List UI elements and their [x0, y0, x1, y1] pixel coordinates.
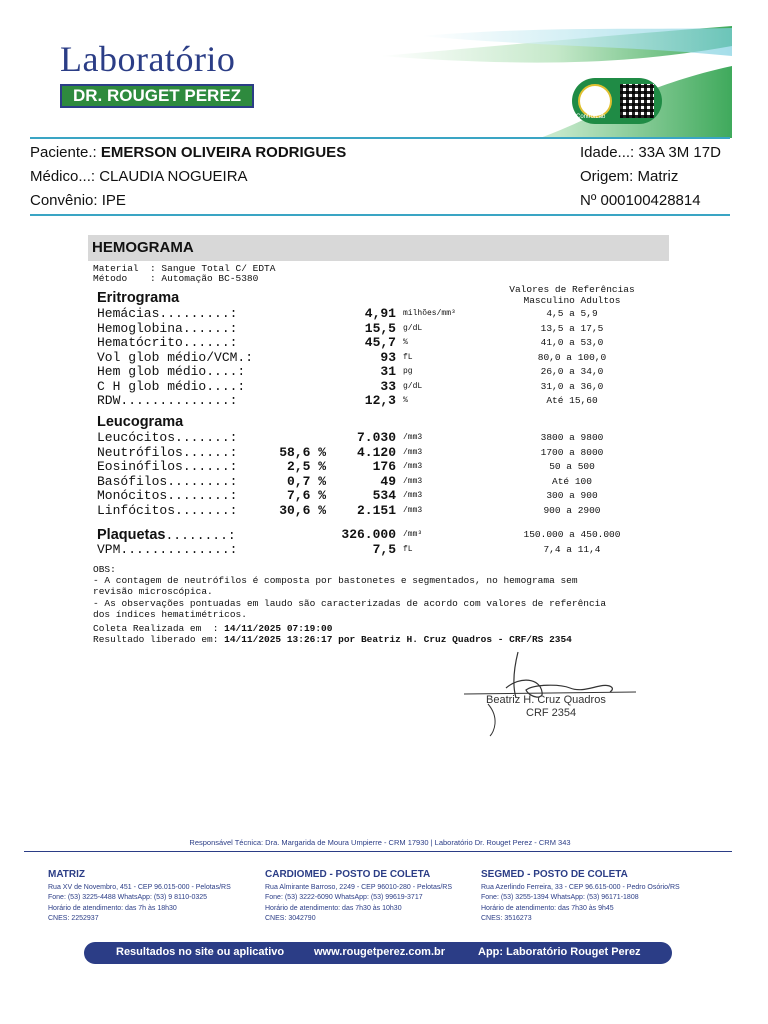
result-label: Basófilos........:: [97, 473, 238, 489]
result-value: 7.030: [356, 430, 396, 445]
exam-material: Material : Sangue Total C/ EDTA: [93, 263, 276, 274]
footer-banner: [84, 942, 672, 964]
result-unit: %: [403, 338, 408, 347]
seal-label: ControlLab: [576, 114, 606, 120]
result-value: 4,91: [364, 306, 396, 321]
result-value: 33: [380, 378, 396, 394]
footer-col-line: Fone: (53) 3225-4488 WhatsApp: (53) 9 8110-0325: [48, 894, 208, 902]
reference-range: 3800 a 9800: [540, 432, 604, 443]
result-label: Leucócitos.......:: [97, 430, 238, 445]
obs-line: OBS:: [93, 564, 116, 575]
footer-col-line: Horário de atendimento: das 7h30 às 10h30: [265, 904, 402, 912]
reference-range: 41,0 a 53,0: [540, 337, 604, 348]
result-label: Monócitos........:: [97, 488, 238, 504]
result-value: 534: [372, 488, 396, 504]
collection-date: [93, 623, 332, 634]
obs-line: dos índices hematimétricos.: [93, 609, 247, 620]
footer-divider: [24, 851, 732, 852]
result-label: Eosinófilos......:: [97, 459, 238, 475]
footer-col-cardiomed: [265, 870, 475, 925]
banner-results-text: Resultados no site ou aplicativo: [116, 946, 285, 958]
footer-col-line: Rua Azerlindo Ferreira, 33 - CEP 96.615-000 - Pedro Osório/RS: [481, 883, 680, 891]
seal-emblem-icon: [578, 84, 612, 118]
vpm-label: VPM..............:: [97, 542, 238, 557]
patient-divider: [30, 214, 730, 216]
result-label: Vol glob médio/VCM.:: [97, 349, 254, 365]
reference-range: 4,5 a 5,9: [546, 308, 598, 319]
result-value: 2.151: [356, 503, 396, 518]
result-unit: /mm3: [403, 462, 423, 472]
vpm-unit: fL: [403, 545, 413, 554]
exam-method: Método : Automação BC-5380: [93, 273, 259, 284]
result-value: 15,5: [364, 320, 396, 336]
result-value: 93: [380, 349, 396, 365]
result-label: Linfócitos.......:: [97, 503, 238, 518]
result-unit: /mm3: [403, 506, 423, 515]
plaquetas-value: 326.000: [341, 527, 396, 542]
signature-crf: CRF 2354: [526, 707, 577, 719]
plaquetas-unit: /mm³: [403, 530, 423, 539]
release-info: [93, 634, 572, 645]
result-percent: 30,6 %: [279, 503, 326, 518]
footer-col-line: CNES: 3516273: [481, 915, 532, 923]
footer-col-line: Horário de atendimento: das 7h30 às 9h45: [481, 904, 614, 912]
result-unit: /mm3: [403, 476, 423, 486]
controllab-seal: [572, 78, 662, 124]
release-label: Resultado liberado em:: [93, 634, 225, 645]
doctor: Médico...: CLAUDIA NOGUEIRA: [30, 168, 248, 185]
plaquetas-ref: 150.000 a 450.000: [523, 529, 621, 540]
result-value: 4.120: [356, 444, 396, 460]
eritrograma-title: Eritrograma: [97, 290, 180, 306]
result-unit: fL: [403, 352, 413, 362]
banner-app-text: App: Laboratório Rouget Perez: [478, 946, 641, 958]
collection-value: 14/11/2025 07:19:00: [224, 623, 333, 634]
footer-col-title: MATRIZ: [48, 869, 86, 880]
release-value: 14/11/2025 13:26:17 por Beatriz H. Cruz Quadros - CRF/RS 2354: [224, 634, 572, 645]
result-label: Hemoglobina......:: [97, 320, 238, 336]
result-percent: 2,5 %: [286, 459, 326, 475]
result-value: 31: [380, 364, 396, 379]
footer-col-line: Fone: (53) 3255-1394 WhatsApp: (53) 96171-1808: [481, 894, 639, 902]
obs-line: - A contagem de neutrófilos é composta por bastonetes e segmentados, no hemograma sem: [93, 575, 578, 586]
vpm-ref: 7,4 a 11,4: [543, 544, 601, 555]
header-divider: [30, 137, 730, 139]
reference-range: 31,0 a 36,0: [540, 380, 604, 392]
footer-col-line: Rua Almirante Barroso, 2249 - CEP 96010-280 - Pelotas/RS: [265, 883, 453, 891]
footer-col-line: CNES: 2252937: [48, 915, 99, 923]
reference-range: Até 15,60: [546, 395, 598, 406]
order-number: Nº 000100428814: [580, 192, 701, 209]
logo-name-box: DR. ROUGET PEREZ: [60, 84, 254, 108]
signature-name: Beatriz H. Cruz Quadros: [486, 694, 606, 706]
vpm-value: 7,5: [372, 542, 396, 557]
reference-range: 300 a 900: [546, 490, 598, 502]
patient-line: [30, 144, 346, 161]
result-percent: 58,6 %: [279, 444, 326, 460]
result-value: 45,7: [364, 335, 396, 350]
result-unit: milhões/mm³: [403, 309, 456, 318]
origin: Origem: Matriz: [580, 168, 679, 185]
exam-title: HEMOGRAMA: [92, 239, 194, 256]
responsible-technician: Responsável Técnica: Dra. Margarida de Moura Umpierre - CRM 17930 | Laboratório Dr. Rouget Perez - CRM 343: [189, 838, 571, 847]
patient-age: Idade...: 33A 3M 17D: [580, 144, 721, 161]
result-label: RDW..............:: [97, 393, 238, 408]
qr-code-icon: [620, 84, 654, 118]
leucograma-title: Leucograma: [97, 414, 184, 430]
plaquetas-label: Plaquetas: [97, 527, 166, 543]
footer-col-matriz: [48, 870, 258, 925]
insurance: Convênio: IPE: [30, 192, 126, 209]
reference-range: 80,0 a 100,0: [537, 351, 607, 363]
footer-col-line: Fone: (53) 3222-6090 WhatsApp: (53) 99619-3717: [265, 894, 423, 902]
result-unit: g/dL: [403, 323, 423, 333]
result-unit: /mm3: [403, 433, 423, 442]
reference-range: 50 a 500: [549, 461, 595, 473]
footer-col-title: SEGMED - POSTO DE COLETA: [481, 869, 628, 880]
result-unit: /mm3: [403, 447, 423, 457]
result-value: 176: [372, 459, 396, 475]
obs-line: revisão microscópica.: [93, 586, 213, 597]
result-label: Hematócrito......:: [97, 335, 238, 350]
result-value: 49: [380, 473, 396, 489]
result-unit: /mm3: [403, 491, 423, 501]
reference-range: Até 100: [552, 475, 592, 487]
reference-range: 13,5 a 17,5: [540, 322, 604, 334]
reference-range: 1700 a 8000: [540, 446, 604, 458]
header-wave-graphic: [380, 26, 732, 138]
logo-script-text: Laboratório: [60, 39, 236, 79]
result-unit: %: [403, 396, 408, 405]
reference-range: 26,0 a 34,0: [540, 366, 604, 377]
obs-line: - As observações pontuadas em laudo são caracterizadas de acordo com valores de referência: [93, 598, 607, 609]
result-unit: g/dL: [403, 381, 423, 391]
result-label: Neutrófilos......:: [97, 444, 238, 460]
result-label: C H glob médio....:: [97, 378, 246, 394]
result-percent: 7,6 %: [286, 488, 326, 504]
footer-col-line: CNES: 3042790: [265, 915, 316, 923]
signature-graphic: [460, 648, 640, 738]
banner-website-link[interactable]: www.rougetperez.com.br: [314, 946, 446, 958]
result-unit: pg: [403, 367, 413, 376]
plaquetas-dots: ........:: [165, 528, 236, 543]
footer-col-segmed: [481, 870, 721, 925]
footer-col-title: CARDIOMED - POSTO DE COLETA: [265, 869, 431, 880]
reference-subheader: Masculino Adultos: [523, 295, 621, 306]
result-label: Hem glob médio....:: [97, 364, 246, 379]
patient-name: EMERSON OLIVEIRA RODRIGUES: [100, 144, 347, 161]
result-label: Hemácias.........:: [97, 306, 238, 321]
reference-header: Valores de Referências: [509, 284, 635, 295]
result-value: 12,3: [364, 393, 396, 408]
result-percent: 0,7 %: [286, 473, 326, 489]
footer-col-line: Horário de atendimento: das 7h às 18h30: [48, 904, 177, 912]
footer-col-line: Rua XV de Novembro, 451 - CEP 96.015-000 - Pelotas/RS: [48, 883, 231, 891]
patient-label: Paciente.:: [30, 144, 97, 161]
reference-range: 900 a 2900: [543, 505, 601, 516]
collection-label: Coleta Realizada em :: [93, 623, 225, 634]
